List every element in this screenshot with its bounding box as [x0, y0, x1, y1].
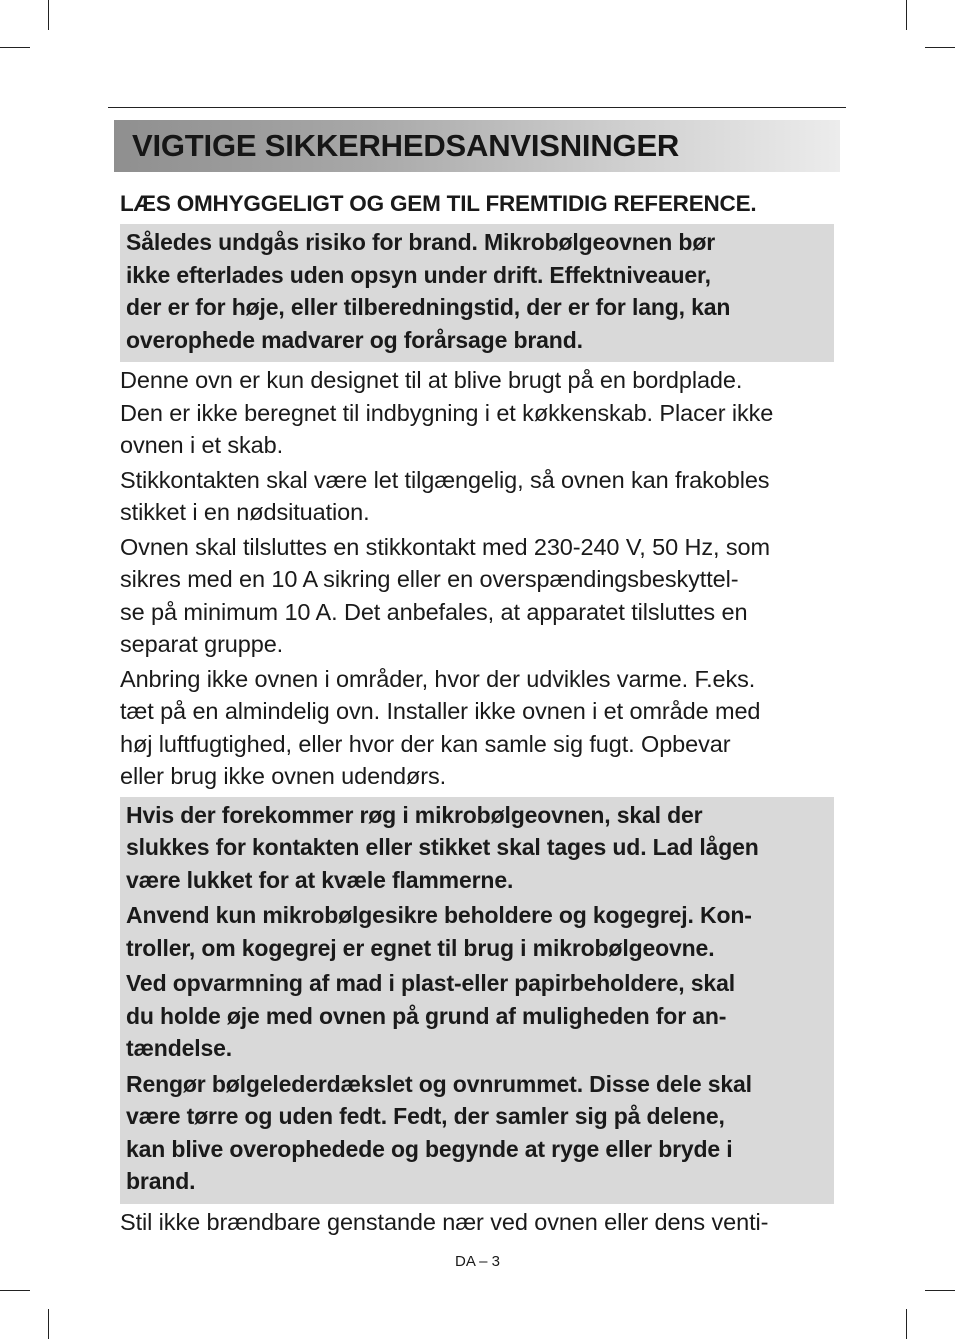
body-section — [120, 1206, 834, 1239]
text-line: høj luftfugtighed, eller hvor der kan samle sig fugt. Opbevar — [120, 730, 731, 757]
text-line: troller, om kogegrej er egnet til brug i mikrobølgeovne. — [126, 934, 715, 961]
crop-mark — [925, 47, 955, 48]
text-line: ovnen i et skab. — [120, 432, 284, 458]
body-paragraph — [120, 364, 834, 462]
title-band — [114, 120, 840, 172]
text-line: Rengør bølgelederdækslet og ovnrummet. Disse dele skal — [126, 1070, 752, 1097]
text-line: brand. — [126, 1168, 196, 1194]
warning-box — [120, 797, 834, 1204]
text-line: Således undgås risiko for brand. Mikrobølgeovnen bør — [126, 229, 716, 255]
text-line: Hvis der forekommer røg i mikrobølgeovnen, skal der — [126, 801, 703, 828]
header-rule — [108, 107, 846, 108]
subheading: LÆS OMHYGGELIGT OG GEM TIL FREMTIDIG REFERENCE. — [120, 191, 757, 216]
text-line: Stil ikke brændbare genstande nær ved ovnen eller dens venti- — [120, 1208, 769, 1235]
warning-paragraph — [126, 967, 828, 1065]
text-line: slukkes for kontakten eller stikket skal tages ud. Lad lågen — [126, 834, 759, 860]
body-section — [120, 364, 834, 793]
body-paragraph — [120, 1206, 834, 1239]
text-line: tændelse. — [126, 1035, 233, 1061]
text-line: se på minimum 10 A. Det anbefales, at apparatet tilsluttes en — [120, 598, 748, 625]
crop-mark — [906, 0, 907, 30]
crop-mark — [48, 1309, 49, 1339]
text-line: ikke efterlades uden opsyn under drift. Effektniveauer, — [126, 261, 711, 288]
text-line: Stikkontakten skal være let tilgængelig, så ovnen kan frakobles — [120, 466, 770, 493]
text-line: Anvend kun mikrobølgesikre beholdere og kogegrej. Kon- — [126, 902, 752, 928]
text-line: overophede madvarer og forårsage brand. — [126, 326, 583, 353]
crop-mark — [925, 1290, 955, 1291]
warning-box — [120, 224, 834, 362]
text-line: du holde øje med ovnen på grund af muligheden for an- — [126, 1002, 727, 1029]
main-content — [120, 224, 834, 1242]
text-line: stikket i en nødsituation. — [120, 499, 370, 525]
warning-paragraph — [126, 226, 828, 356]
text-line: Ovnen skal tilsluttes en stikkontakt med 230-240 V, 50 Hz, som — [120, 533, 770, 560]
body-paragraph — [120, 464, 834, 529]
crop-mark — [0, 47, 30, 48]
warning-paragraph — [126, 899, 828, 964]
text-line: Anbring ikke ovnen i områder, hvor der udvikles varme. F.eks. — [120, 665, 756, 692]
text-line: tæt på en almindelig ovn. Installer ikke ovnen i et område med — [120, 698, 761, 724]
body-paragraph — [120, 663, 834, 793]
text-line: eller brug ikke ovnen udendørs. — [120, 763, 447, 789]
text-line: Ved opvarmning af mad i plast-eller papirbeholdere, skal — [126, 970, 735, 996]
text-line: Den er ikke beregnet til indbygning i et køkkenskab. Placer ikke — [120, 399, 774, 426]
crop-mark — [0, 1290, 30, 1291]
warning-paragraph — [126, 799, 828, 897]
body-paragraph — [120, 531, 834, 661]
crop-mark — [48, 0, 49, 30]
text-line: kan blive overophedede og begynde at ryge eller bryde i — [126, 1135, 733, 1162]
text-line: være lukket for at kvæle flammerne. — [126, 866, 514, 893]
warning-paragraph — [126, 1068, 828, 1198]
text-line: separat gruppe. — [120, 631, 284, 657]
page-title: VIGTIGE SIKKERHEDSANVISNINGER — [132, 128, 680, 163]
page-number: DA – 3 — [454, 1253, 501, 1270]
text-line: Denne ovn er kun designet til at blive brugt på en bordplade. — [120, 367, 743, 393]
text-line: være tørre og uden fedt. Fedt, der samler sig på delene, — [126, 1103, 725, 1129]
text-line: sikres med en 10 A sikring eller en overspændingsbeskyttel- — [120, 566, 739, 592]
crop-mark — [906, 1309, 907, 1339]
text-line: der er for høje, eller tilberedningstid, der er for lang, kan — [126, 294, 731, 320]
